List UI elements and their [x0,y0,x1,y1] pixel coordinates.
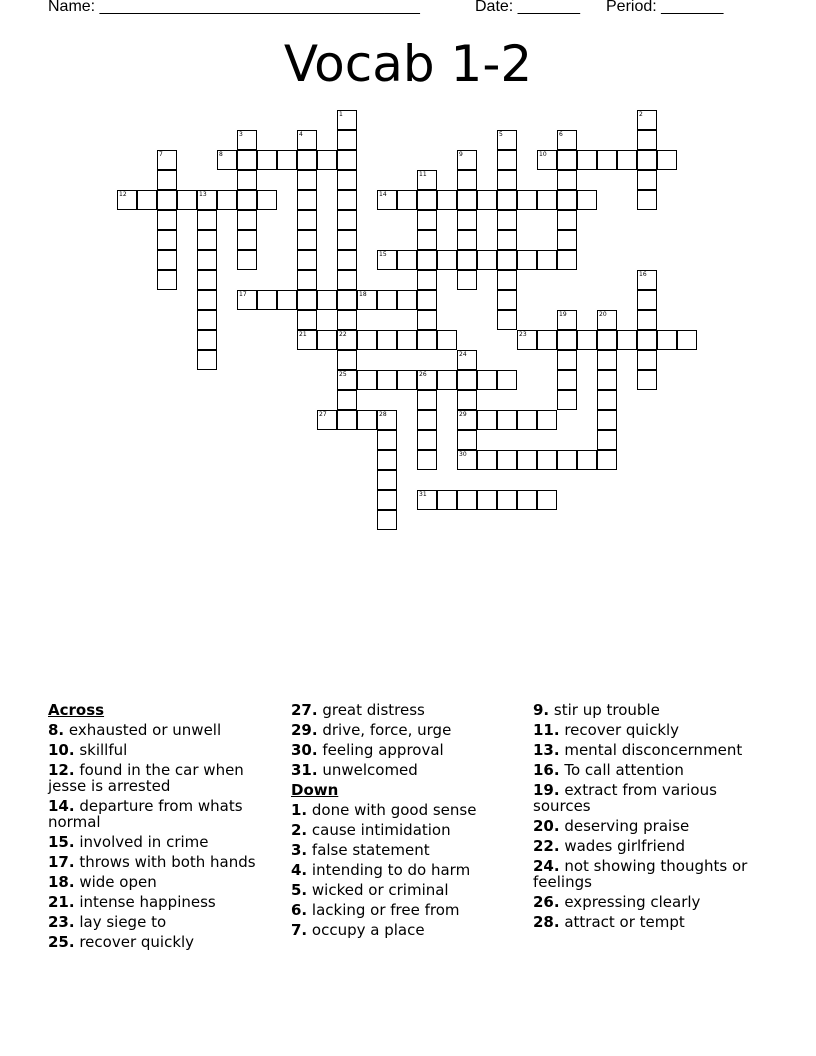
grid-cell[interactable] [457,170,477,190]
grid-cell[interactable] [557,150,577,170]
grid-cell[interactable] [457,430,477,450]
grid-cell[interactable] [417,430,437,450]
grid-cell[interactable] [337,310,357,330]
grid-cell[interactable] [277,150,297,170]
clue-number: 24 [459,351,467,358]
grid-cell[interactable] [197,330,217,350]
clue-number: 27 [319,411,327,418]
clue-item-number: 2. [291,821,308,839]
clue-number: 25 [339,371,347,378]
grid-cell[interactable] [477,370,497,390]
clue-item [533,856,753,892]
grid-cell[interactable] [517,410,537,430]
grid-cell[interactable] [457,190,477,210]
grid-cell[interactable] [137,190,157,210]
clue-number: 3 [239,131,243,138]
grid-cell[interactable] [377,470,397,490]
clue-item-text: skillful [74,741,128,759]
clue-number: 30 [459,451,467,458]
grid-cell[interactable] [177,190,197,210]
grid-cell[interactable] [337,390,357,410]
grid-cell[interactable] [437,190,457,210]
grid-cell[interactable] [417,290,437,310]
grid-cell[interactable] [457,490,477,510]
clue-item [291,880,511,900]
grid-cell[interactable] [297,150,317,170]
clue-item-number: 16. [533,761,560,779]
grid-cell[interactable] [637,170,657,190]
grid-cell[interactable] [477,250,497,270]
grid-cell[interactable] [597,370,617,390]
clue-number: 17 [239,291,247,298]
grid-cell[interactable] [557,250,577,270]
grid-cell[interactable] [337,130,357,150]
clue-item-number: 15. [48,833,75,851]
clue-item [48,872,268,892]
grid-cell[interactable] [397,370,417,390]
clue-item-text: found in the car when jesse is arrested [48,761,244,795]
clue-number: 22 [339,331,347,338]
clue-number: 7 [159,151,163,158]
grid-cell[interactable] [297,210,317,230]
clue-number: 18 [359,291,367,298]
clue-column-3 [533,700,753,932]
grid-cell[interactable] [457,210,477,230]
clue-item-text: unwelcomed [317,761,418,779]
clue-item-text: cause intimidation [307,821,451,839]
clue-number: 6 [559,131,563,138]
clue-item [291,800,511,820]
grid-cell[interactable] [377,450,397,470]
clue-number: 9 [459,151,463,158]
grid-cell[interactable] [337,210,357,230]
clue-number: 11 [419,171,427,178]
clue-item-text: expressing clearly [559,893,701,911]
clue-item [533,720,753,740]
grid-cell[interactable] [637,330,657,350]
grid-cell[interactable] [517,450,537,470]
clue-item-text: To call attention [559,761,684,779]
grid-cell[interactable] [417,210,437,230]
clue-item [291,920,511,940]
name-field[interactable]: Name: ____________________________________ [48,0,420,15]
clue-item-text: throws with both hands [74,853,256,871]
grid-cell[interactable] [597,350,617,370]
grid-cell[interactable] [197,270,217,290]
grid-cell[interactable] [517,190,537,210]
period-field[interactable]: Period: _______ [606,0,724,15]
clue-number: 8 [219,151,223,158]
grid-cell[interactable] [577,450,597,470]
clue-item-number: 10. [48,741,75,759]
grid-cell[interactable] [237,210,257,230]
clue-item-number: 31. [291,761,318,779]
clue-item [48,932,268,952]
grid-cell[interactable] [497,210,517,230]
clue-item [533,760,753,780]
clue-item-text: departure from whats normal [48,797,243,831]
grid-cell[interactable] [597,410,617,430]
grid-cell[interactable] [337,410,357,430]
grid-cell[interactable] [157,190,177,210]
grid-cell[interactable] [477,450,497,470]
grid-cell[interactable] [297,290,317,310]
clue-item-number: 28. [533,913,560,931]
grid-cell[interactable] [557,330,577,350]
clue-number: 13 [199,191,207,198]
grid-cell[interactable] [637,130,657,150]
clue-item [533,700,753,720]
clue-item [533,892,753,912]
grid-cell[interactable] [557,390,577,410]
grid-cell[interactable] [477,490,497,510]
clue-item-text: drive, force, urge [317,721,452,739]
clue-item-text: mental disconcernment [559,741,743,759]
clue-item-number: 4. [291,861,308,879]
grid-cell[interactable] [257,290,277,310]
grid-cell[interactable] [377,370,397,390]
clue-item [533,912,753,932]
clue-number: 23 [519,331,527,338]
grid-cell[interactable] [517,490,537,510]
grid-cell[interactable] [157,170,177,190]
clue-item-number: 22. [533,837,560,855]
clue-item-text: great distress [317,701,425,719]
clue-item-number: 21. [48,893,75,911]
clue-number: 12 [119,191,127,198]
clue-item [533,780,753,816]
clue-number: 10 [539,151,547,158]
grid-cell[interactable] [457,390,477,410]
clue-item-number: 17. [48,853,75,871]
clue-item-number: 12. [48,761,75,779]
clue-item-text: extract from various sources [533,781,717,815]
clue-item [48,912,268,932]
grid-cell[interactable] [437,330,457,350]
clue-item-number: 20. [533,817,560,835]
clue-item-text: recover quickly [559,721,680,739]
grid-cell[interactable] [417,310,437,330]
clue-number: 21 [299,331,307,338]
grid-cell[interactable] [197,230,217,250]
grid-cell[interactable] [537,490,557,510]
grid-cell[interactable] [237,150,257,170]
clue-item [48,892,268,912]
grid-cell[interactable] [577,150,597,170]
grid-cell[interactable] [377,290,397,310]
grid-cell[interactable] [557,210,577,230]
grid-cell[interactable] [337,290,357,310]
grid-cell[interactable] [377,330,397,350]
grid-cell[interactable] [457,370,477,390]
grid-cell[interactable] [657,150,677,170]
clue-item-number: 6. [291,901,308,919]
clue-item [48,796,268,832]
clue-number: 29 [459,411,467,418]
grid-cell[interactable] [417,230,437,250]
grid-cell[interactable] [237,230,257,250]
grid-cell[interactable] [297,170,317,190]
clue-item-number: 18. [48,873,75,891]
grid-cell[interactable] [497,250,517,270]
grid-cell[interactable] [397,190,417,210]
grid-cell[interactable] [637,290,657,310]
grid-cell[interactable] [417,410,437,430]
clue-item-number: 11. [533,721,560,739]
grid-cell[interactable] [497,490,517,510]
grid-cell[interactable] [337,190,357,210]
clue-item [48,740,268,760]
grid-cell[interactable] [237,170,257,190]
clue-item [48,760,268,796]
grid-cell[interactable] [497,170,517,190]
grid-cell[interactable] [537,330,557,350]
grid-cell[interactable] [457,250,477,270]
grid-cell[interactable] [617,150,637,170]
clue-item-text: recover quickly [74,933,195,951]
grid-cell[interactable] [157,230,177,250]
grid-cell[interactable] [437,370,457,390]
grid-cell[interactable] [237,190,257,210]
clue-item-text: deserving praise [559,817,690,835]
grid-cell[interactable] [497,270,517,290]
clue-item-text: occupy a place [307,921,425,939]
grid-cell[interactable] [557,450,577,470]
clue-item [291,700,511,720]
grid-cell[interactable] [157,250,177,270]
grid-cell[interactable] [217,190,237,210]
grid-cell[interactable] [537,450,557,470]
clue-number: 5 [499,131,503,138]
grid-cell[interactable] [197,210,217,230]
grid-cell[interactable] [197,350,217,370]
grid-cell[interactable] [357,370,377,390]
grid-cell[interactable] [377,430,397,450]
clue-item [291,760,511,780]
grid-cell[interactable] [597,330,617,350]
clue-item [291,820,511,840]
clue-item [48,720,268,740]
clue-item-number: 24. [533,857,560,875]
grid-cell[interactable] [537,410,557,430]
clue-item-text: not showing thoughts or feelings [533,857,748,891]
grid-cell[interactable] [597,390,617,410]
grid-cell[interactable] [237,250,257,270]
grid-cell[interactable] [557,230,577,250]
clue-item [291,720,511,740]
clue-item-number: 27. [291,701,318,719]
clue-item-number: 13. [533,741,560,759]
clue-item [48,852,268,872]
grid-cell[interactable] [197,290,217,310]
clue-item [533,836,753,856]
grid-cell[interactable] [637,350,657,370]
clue-item-text: intense happiness [74,893,216,911]
grid-cell[interactable] [397,290,417,310]
grid-cell[interactable] [317,290,337,310]
grid-cell[interactable] [617,330,637,350]
grid-cell[interactable] [477,410,497,430]
clue-item-number: 23. [48,913,75,931]
grid-cell[interactable] [517,250,537,270]
clue-number: 19 [559,311,567,318]
grid-cell[interactable] [557,190,577,210]
grid-cell[interactable] [357,410,377,430]
clue-item-number: 9. [533,701,550,719]
grid-cell[interactable] [637,150,657,170]
clue-item-text: feeling approval [317,741,444,759]
grid-cell[interactable] [377,510,397,530]
grid-cell[interactable] [397,330,417,350]
clue-item-number: 7. [291,921,308,939]
clue-item-text: stir up trouble [549,701,660,719]
grid-cell[interactable] [497,450,517,470]
grid-cell[interactable] [577,330,597,350]
clue-item-text: exhausted or unwell [64,721,222,739]
grid-cell[interactable] [637,190,657,210]
page-title: Vocab 1-2 [283,35,533,93]
grid-cell[interactable] [657,330,677,350]
grid-cell[interactable] [297,190,317,210]
grid-cell[interactable] [497,190,517,210]
grid-cell[interactable] [437,490,457,510]
clue-column-2 [291,700,511,940]
grid-cell[interactable] [637,370,657,390]
clue-item-text: wide open [74,873,157,891]
grid-cell[interactable] [297,230,317,250]
grid-cell[interactable] [337,270,357,290]
grid-cell[interactable] [457,230,477,250]
clue-item-text: wades girlfriend [559,837,686,855]
clue-item-number: 8. [48,721,65,739]
clue-item [291,740,511,760]
clue-number: 4 [299,131,303,138]
clue-number: 26 [419,371,427,378]
clue-item [291,860,511,880]
grid-cell[interactable] [377,490,397,510]
grid-cell[interactable] [337,350,357,370]
clue-number: 20 [599,311,607,318]
grid-cell[interactable] [297,250,317,270]
across-heading: Across [48,701,105,719]
clue-item [533,740,753,760]
grid-cell[interactable] [297,310,317,330]
grid-cell[interactable] [437,250,457,270]
clue-number: 28 [379,411,387,418]
grid-cell[interactable] [557,350,577,370]
grid-cell[interactable] [337,170,357,190]
clue-item-text: wicked or criminal [307,881,449,899]
clue-item-number: 29. [291,721,318,739]
clue-item-number: 26. [533,893,560,911]
grid-cell[interactable] [497,290,517,310]
grid-cell[interactable] [197,250,217,270]
clue-item [533,816,753,836]
clue-number: 1 [339,111,343,118]
grid-cell[interactable] [497,150,517,170]
clue-item [291,840,511,860]
clue-item-number: 30. [291,741,318,759]
grid-cell[interactable] [157,210,177,230]
grid-cell[interactable] [417,330,437,350]
clue-number: 15 [379,251,387,258]
clue-item-text: done with good sense [307,801,477,819]
grid-cell[interactable] [497,370,517,390]
grid-cell[interactable] [317,330,337,350]
grid-cell[interactable] [257,150,277,170]
clue-number: 31 [419,491,427,498]
grid-cell[interactable] [497,410,517,430]
clue-item-number: 14. [48,797,75,815]
grid-cell[interactable] [417,390,437,410]
clue-item-text: intending to do harm [307,861,471,879]
grid-cell[interactable] [297,270,317,290]
grid-cell[interactable] [197,310,217,330]
clue-item-text: false statement [307,841,430,859]
grid-cell[interactable] [417,190,437,210]
clue-item [291,900,511,920]
clue-item-number: 1. [291,801,308,819]
clue-item-number: 5. [291,881,308,899]
grid-cell[interactable] [397,250,417,270]
grid-cell[interactable] [497,310,517,330]
clue-item-number: 19. [533,781,560,799]
grid-cell[interactable] [337,230,357,250]
grid-cell[interactable] [277,290,297,310]
grid-cell[interactable] [457,270,477,290]
grid-cell[interactable] [157,270,177,290]
clue-number: 14 [379,191,387,198]
grid-cell[interactable] [597,430,617,450]
clue-item-number: 25. [48,933,75,951]
grid-cell[interactable] [597,150,617,170]
grid-cell[interactable] [417,450,437,470]
grid-cell[interactable] [677,330,697,350]
grid-cell[interactable] [417,270,437,290]
grid-cell[interactable] [537,190,557,210]
grid-cell[interactable] [557,370,577,390]
clue-item [48,832,268,852]
clue-item-text: involved in crime [74,833,209,851]
down-heading: Down [291,781,339,799]
grid-cell[interactable] [337,250,357,270]
date-field[interactable]: Date: _______ [475,0,580,15]
grid-cell[interactable] [357,330,377,350]
grid-cell[interactable] [417,250,437,270]
grid-cell[interactable] [317,150,337,170]
grid-cell[interactable] [337,150,357,170]
grid-cell[interactable] [477,190,497,210]
clue-item-text: lacking or free from [307,901,460,919]
clue-item-text: lay siege to [74,913,167,931]
grid-cell[interactable] [257,190,277,210]
grid-cell[interactable] [497,230,517,250]
clue-number: 16 [639,271,647,278]
grid-cell[interactable] [597,450,617,470]
clue-column-1 [48,700,268,952]
grid-cell[interactable] [577,190,597,210]
clue-item-text: attract or tempt [559,913,685,931]
clue-item-number: 3. [291,841,308,859]
grid-cell[interactable] [637,310,657,330]
grid-cell[interactable] [537,250,557,270]
grid-cell[interactable] [557,170,577,190]
clue-number: 2 [639,111,643,118]
